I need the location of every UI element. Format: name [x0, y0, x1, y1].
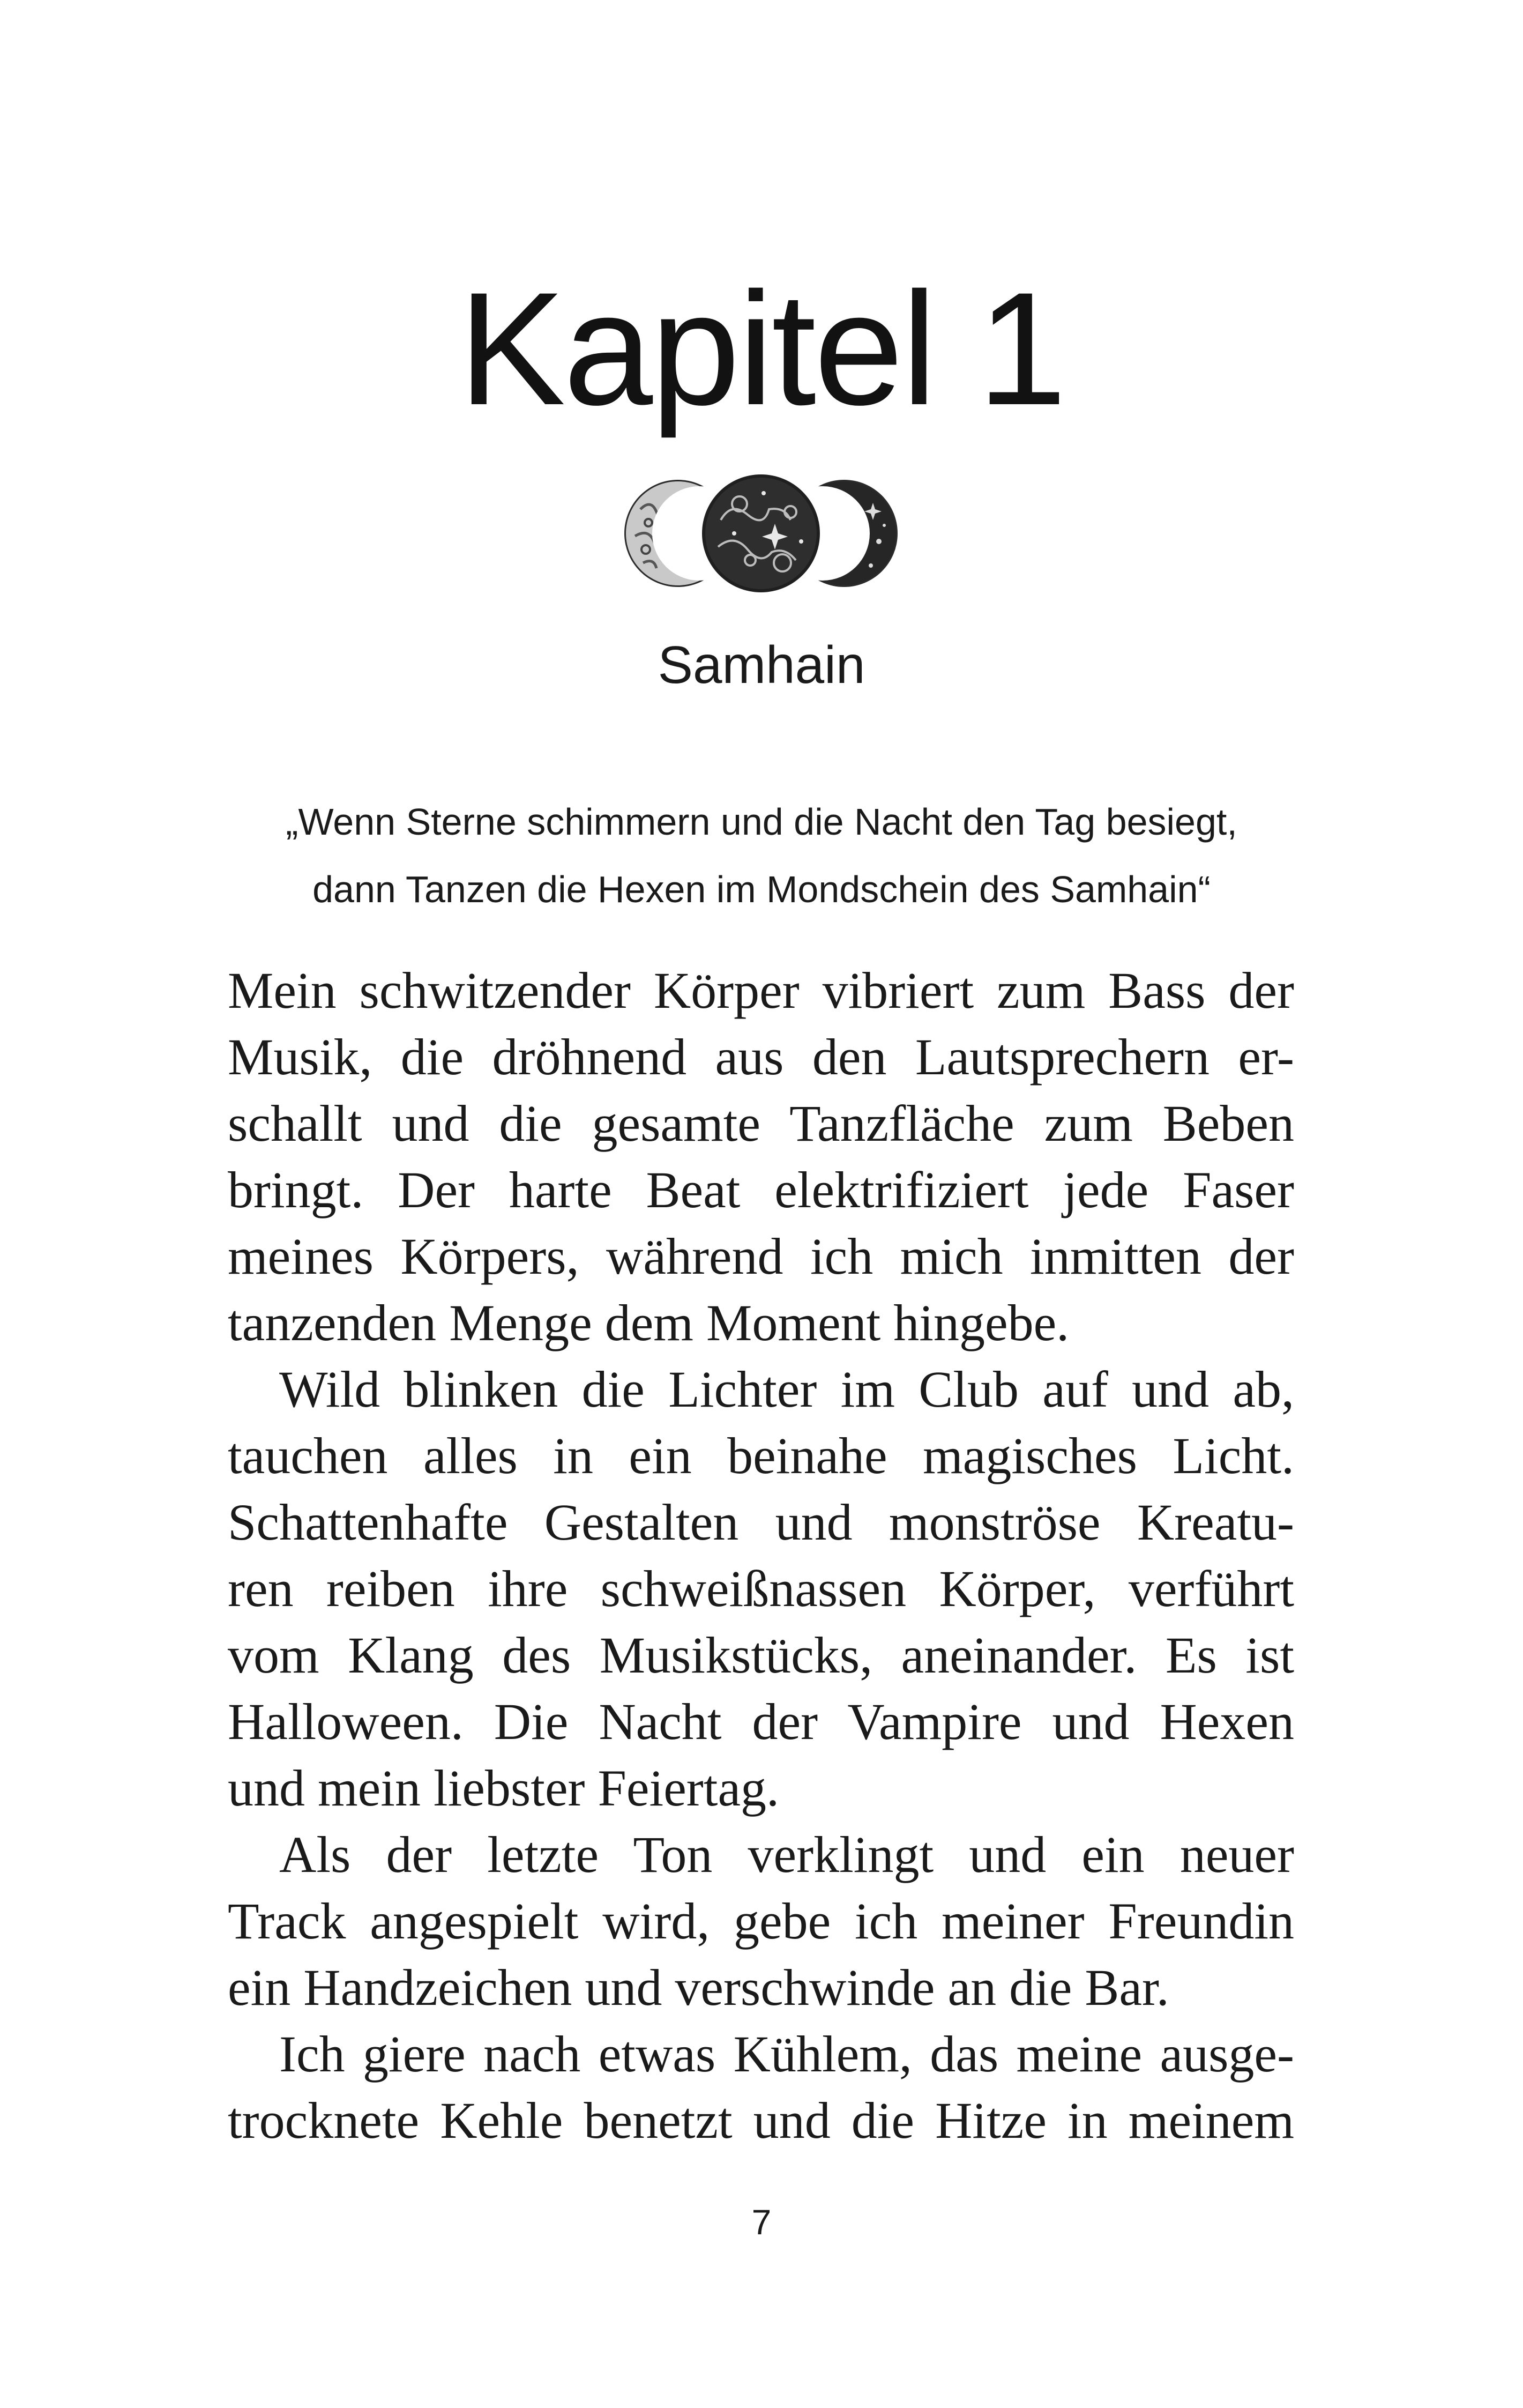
text-line: Mein schwitzender Körper vibriert zum Bass der [228, 962, 1294, 1019]
body-text [228, 957, 1294, 2154]
epigraph [0, 788, 1523, 923]
text-line: meines Körpers, während ich mich inmitten der [228, 1228, 1294, 1285]
page-number: 7 [751, 2202, 772, 2242]
text-line: Halloween. Die Nacht der Vampire und Hexen [228, 1693, 1294, 1750]
epigraph-line: „Wenn Sterne schimmern und die Nacht den Tag besiegt, [286, 801, 1237, 843]
text-line: bringt. Der harte Beat elektrifiziert jede Faser [228, 1161, 1294, 1218]
chapter-subtitle: Samhain [658, 635, 865, 694]
text-line: ren reiben ihre schweißnassen Körper, verführt [228, 1560, 1294, 1617]
text-line: tanzenden Menge dem Moment hingebe. [228, 1294, 1070, 1351]
text-line: Wild blinken die Lichter im Club auf und ab, [279, 1361, 1294, 1418]
text-line: schallt und die gesamte Tanzfläche zum Beben [228, 1095, 1294, 1152]
text-line: trocknete Kehle benetzt und die Hitze in meinem [228, 2092, 1294, 2149]
text-line: Musik, die dröhnend aus den Lautsprechern er- [228, 1028, 1294, 1086]
text-line: ein Handzeichen und verschwinde an die Bar. [228, 1959, 1169, 2016]
text-line: vom Klang des Musikstücks, aneinander. Es ist [228, 1626, 1294, 1684]
triple-moon-icon [619, 472, 903, 595]
text-line: Als der letzte Ton verklingt und ein neuer [279, 1826, 1294, 1883]
text-line: tauchen alles in ein beinahe magisches Licht. [228, 1427, 1294, 1484]
text-line: Schattenhafte Gestalten und monströse Kreatu- [228, 1493, 1294, 1551]
text-line: und mein liebster Feiertag. [228, 1759, 780, 1817]
chapter-title: Kapitel 1 [458, 258, 1065, 439]
text-line: Track angespielt wird, gebe ich meiner Freundin [228, 1892, 1294, 1950]
epigraph-line: dann Tanzen die Hexen im Mondschein des Samhain“ [312, 868, 1211, 910]
text-line: Ich giere nach etwas Kühlem, das meine ausge- [279, 2025, 1294, 2083]
